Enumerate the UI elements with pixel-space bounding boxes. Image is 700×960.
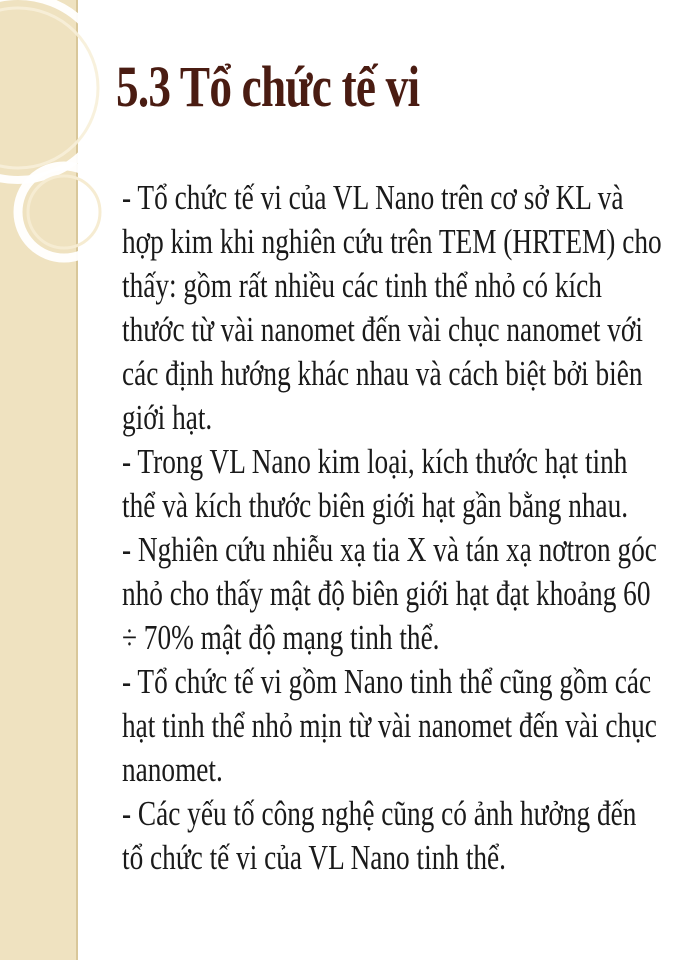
body-paragraph: - Các yếu tố công nghệ cũng có ảnh hưởng đến tổ chức tế vi của VL Nano tinh thể. xyxy=(122,794,637,877)
body-paragraph: - Tổ chức tế vi của VL Nano trên cơ sở KL và hợp kim khi nghiên cứu trên TEM (HRTEM) cho thấy: gồm rất nhiều các tinh thể nhỏ có kích thước từ vài nanomet đến vài chục nanomet với các định hướng khác nhau và cách biệt bởi biên giới hạt. xyxy=(122,178,662,437)
slide-title: 5.3 Tổ chức tế vi xyxy=(116,54,420,119)
body-paragraph: - Nghiên cứu nhiễu xạ tia X và tán xạ nơtron góc nhỏ cho thấy mật độ biên giới hạt đạt khoảng 60 ÷ 70% mật độ mạng tinh thể. xyxy=(122,530,657,657)
body-paragraph: - Trong VL Nano kim loại, kích thước hạt tinh thể và kích thước biên giới hạt gần bằng nhau. xyxy=(122,442,629,525)
slide-body xyxy=(122,176,664,880)
body-paragraph: - Tổ chức tế vi gồm Nano tinh thể cũng gồm các hạt tinh thể nhỏ mịn từ vài nanomet đến vài chục nanomet. xyxy=(122,662,657,789)
